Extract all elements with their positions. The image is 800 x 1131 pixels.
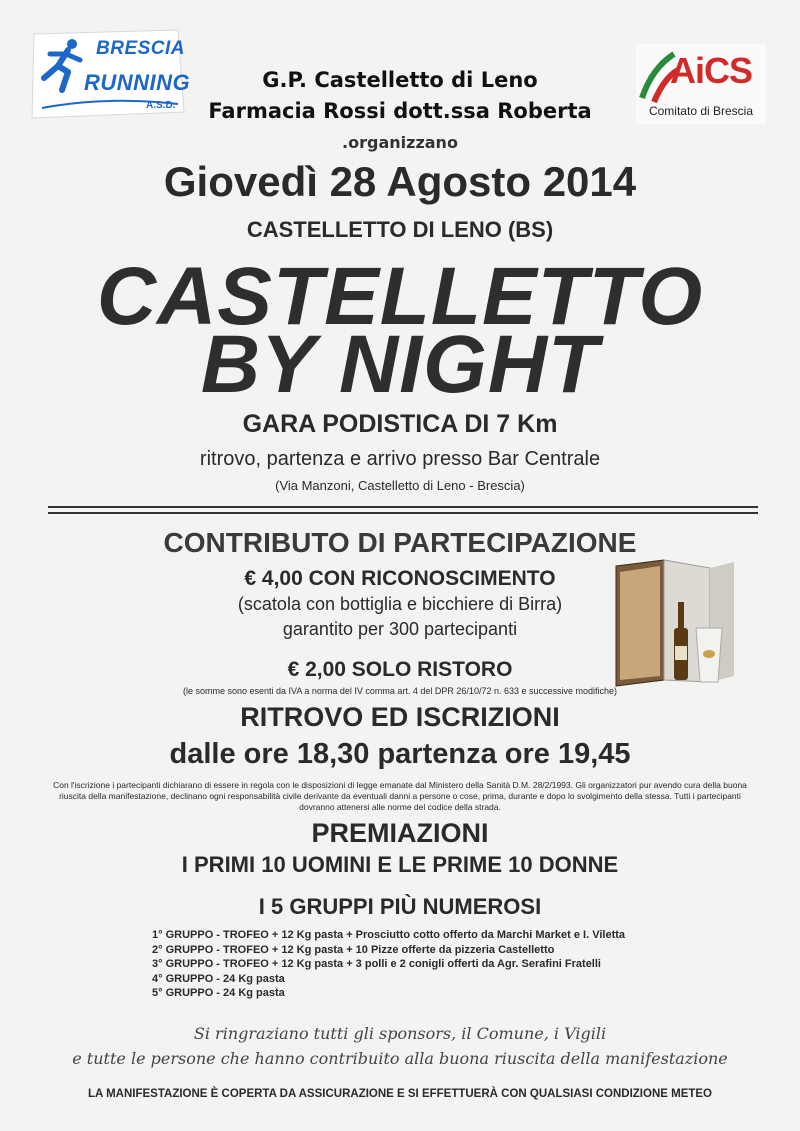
aics-subtitle: Comitato di Brescia [648,104,754,118]
organizer-line-1: G.P. Castelletto di Leno [262,68,538,92]
gift-guarantee: garantito per 300 partecipanti [282,619,518,639]
event-title-line-1: CASTELLETTO [96,251,704,342]
liability-disclaimer: Con l'iscrizione i partecipanti dichiarano di essere in regola con le disposizioni di legge emanate dal Ministero della Sanità D.M. 28/2/1993. Gli organizzatori pur avendo cura della buona riuscita della manifestazione, declinano ogni responsabilità civile derivante da eventuali danni a persone o cose, prima, durante e dopo lo svolgimento della stessa. Tutti i partecipanti dovranno attenersi alle norme del codice della strada. [53,780,747,812]
registration-heading: RITROVO ED ISCRIZIONI [240,702,560,732]
aics-name: AiCS [670,50,753,91]
logo-text-brescia: BRESCIA [96,38,186,59]
event-place: CASTELLETTO DI LENO (BS) [246,217,554,242]
group-prize-list [152,928,625,1001]
price-refreshment-only: € 2,00 SOLO RISTORO [287,658,513,681]
registration-times: dalle ore 18,30 partenza ore 19,45 [169,738,631,770]
event-title-line-2: BY NIGHT [200,319,600,410]
logo-text-asd: A.S.D. [146,100,176,111]
group-prize-item: 3° GRUPPO - TROFEO + 12 Kg pasta + 3 polli e 2 conigli offerti da Agr. Serafini Fratelli [152,958,601,970]
logo-text-running: RUNNING [84,70,191,95]
price-with-gift: € 4,00 CON RICONOSCIMENTO [244,567,556,590]
individual-awards: I PRIMI 10 UOMINI E LE PRIME 10 DONNE [181,852,619,877]
thanks-line-2: e tutte le persone che hanno contribuito alla buona riuscita della manifestazione [72,1049,728,1068]
group-prize-item: 2° GRUPPO - TROFEO + 12 Kg pasta + 10 Pizze offerte da pizzeria Castelletto [152,943,555,956]
group-prize-item: 4° GRUPPO - 24 Kg pasta [152,972,285,985]
contribution-heading: CONTRIBUTO DI PARTECIPAZIONE [163,527,637,558]
divider-top [48,506,758,508]
group-prize-item: 5° GRUPPO - 24 Kg pasta [152,987,285,999]
meeting-point: ritrovo, partenza e arrivo presso Bar Centrale [199,448,601,470]
organizers-verb: .organizzano [342,133,458,152]
awards-heading: PREMIAZIONI [311,818,489,848]
event-date: Giovedì 28 Agosto 2014 [163,158,637,205]
group-prize-item: 1° GRUPPO - TROFEO + 12 Kg pasta + Prosciutto cotto offerto da Marchi Market e I. Viletta [152,929,626,941]
group-awards-heading: I 5 GRUPPI PIÙ NUMEROSI [258,894,542,919]
race-description: GARA PODISTICA DI 7 Km [242,410,558,438]
vat-note: (le somme sono esenti da IVA a norma del IV comma art. 4 del DPR 26/10/72 n. 633 e successive modifiche) [182,686,618,696]
thanks-line-1: Si ringraziano tutti gli sponsors, il Comune, i Vigili [193,1024,607,1043]
insurance-footer: LA MANIFESTAZIONE È COPERTA DA ASSICURAZIONE E SI EFFETTUERÀ CON QUALSIASI CONDIZIONE METEO [88,1088,712,1100]
organizer-line-2: Farmacia Rossi dott.ssa Roberta [208,99,592,123]
gift-description: (scatola con bottiglia e bicchiere di Birra) [237,594,563,614]
divider-bottom [48,512,758,514]
address: (Via Manzoni, Castelletto di Leno - Brescia) [275,478,525,493]
